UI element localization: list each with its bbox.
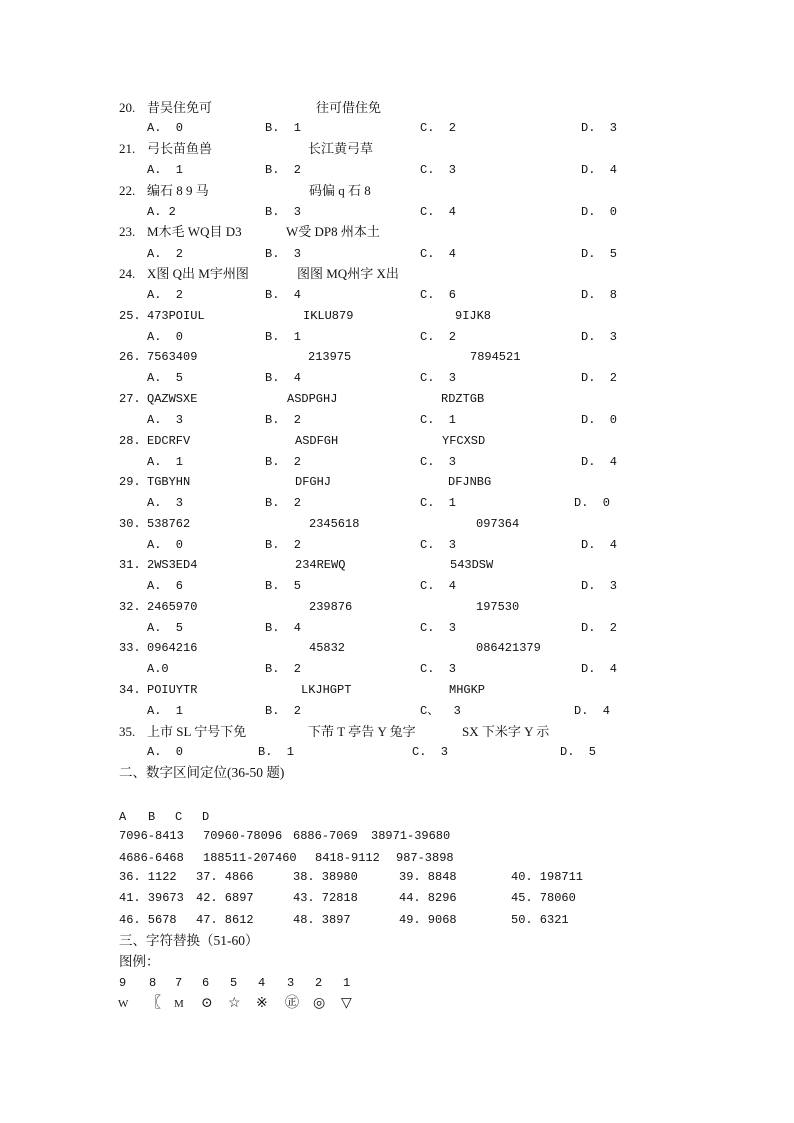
- question-number: 30.: [119, 517, 141, 531]
- legend-symbol: ▽: [341, 996, 352, 1011]
- question-21: [0, 140, 794, 158]
- option-d: D. 4: [581, 662, 618, 676]
- option-a: A. 5: [147, 621, 184, 635]
- item-3: 543DSW: [450, 558, 494, 572]
- number-item: 44. 8296: [399, 891, 457, 905]
- item-2: 213975: [308, 350, 352, 364]
- number-item: 42. 6897: [196, 891, 254, 905]
- number-item: 37. 4866: [196, 870, 254, 884]
- number-row-2: [0, 889, 794, 907]
- option-c: C. 3: [420, 455, 457, 469]
- option-d: D. 3: [581, 330, 618, 344]
- option-a: A. 1: [147, 455, 184, 469]
- option-a: A. 3: [147, 496, 184, 510]
- item-1: 2WS3ED4: [147, 558, 198, 572]
- option-d: D. 0: [574, 496, 611, 510]
- option-b: B. 4: [265, 621, 302, 635]
- number-item: 36. 1122: [119, 870, 177, 884]
- option-c: C. 4: [420, 247, 457, 261]
- option-a: A. 1: [147, 163, 184, 177]
- section-3-title: 三、字符替换（51-60）: [119, 933, 259, 948]
- question-27: [0, 390, 794, 408]
- question-31: [0, 556, 794, 574]
- legend-digit: 5: [230, 976, 238, 990]
- option-c: C、 3: [420, 704, 461, 718]
- range-a: 7096-8413: [119, 829, 184, 843]
- options-25: [0, 328, 794, 346]
- header-c: C: [175, 810, 183, 824]
- item-2: 图图 MQ州字 X出: [297, 266, 399, 281]
- question-number: 31.: [119, 558, 141, 572]
- question-number: 32.: [119, 600, 141, 614]
- option-b: B. 4: [265, 288, 302, 302]
- number-item: 45. 78060: [511, 891, 576, 905]
- option-b: B. 2: [265, 704, 302, 718]
- item-1: 473POIUL: [147, 309, 205, 323]
- question-30: [0, 515, 794, 533]
- item-1: 2465970: [147, 600, 198, 614]
- option-b: B. 1: [265, 121, 302, 135]
- item-1: 昔吴住免可: [147, 100, 213, 115]
- option-a: A.0: [147, 662, 169, 676]
- item-3: 097364: [476, 517, 520, 531]
- option-a: A. 2: [147, 288, 184, 302]
- option-d: D. 3: [581, 121, 618, 135]
- range-c: 8418-9112: [315, 851, 380, 865]
- item-2: DFGHJ: [295, 475, 332, 489]
- item-2: LKJHGPT: [301, 683, 352, 697]
- option-d: D. 2: [581, 371, 618, 385]
- item-3: DFJNBG: [448, 475, 492, 489]
- option-c: C. 1: [420, 413, 457, 427]
- option-c: C. 4: [420, 205, 457, 219]
- item-3: 7894521: [470, 350, 521, 364]
- options-32: [0, 619, 794, 637]
- header-d: D: [202, 810, 210, 824]
- option-d: D. 5: [581, 247, 618, 261]
- legend-symbol: 〖: [147, 996, 161, 1011]
- options-30: [0, 536, 794, 554]
- option-d: D. 4: [581, 455, 618, 469]
- range-d: 987-3898: [396, 851, 454, 865]
- item-1: QAZWSXE: [147, 392, 198, 406]
- option-a: A. 0: [147, 538, 184, 552]
- legend-symbol: ⊙: [201, 996, 213, 1011]
- range-c: 6886-7069: [293, 829, 358, 843]
- legend-symbol: ◎: [313, 996, 326, 1011]
- number-row-3: [0, 911, 794, 929]
- question-number: 25.: [119, 309, 141, 323]
- option-d: D. 5: [560, 745, 597, 759]
- item-2: ASDFGH: [295, 434, 339, 448]
- legend-symbol: W: [118, 998, 129, 1010]
- options-26: [0, 369, 794, 387]
- options-21: [0, 161, 794, 179]
- option-d: D. 4: [581, 538, 618, 552]
- item-3: RDZTGB: [441, 392, 485, 406]
- question-33: [0, 639, 794, 657]
- option-d: D. 8: [581, 288, 618, 302]
- option-d: D. 0: [581, 413, 618, 427]
- item-2: IKLU879: [303, 309, 354, 323]
- options-22: [0, 203, 794, 221]
- item-2: ASDPGHJ: [287, 392, 338, 406]
- item-3: MHGKP: [449, 683, 486, 697]
- item-1: 538762: [147, 517, 191, 531]
- question-20: [0, 99, 794, 117]
- item-1: 上市 SL 宁号下免: [147, 724, 247, 739]
- option-b: B. 1: [258, 745, 295, 759]
- item-2: 往可借住免: [316, 100, 382, 115]
- number-row-1: [0, 868, 794, 886]
- range-row-2: [0, 849, 794, 867]
- legend-symbol: ☆: [228, 996, 241, 1011]
- number-item: 38. 38980: [293, 870, 358, 884]
- question-23: [0, 223, 794, 241]
- option-c: C. 3: [420, 538, 457, 552]
- range-b: 188511-207460: [203, 851, 297, 865]
- legend-symbols: [0, 995, 794, 1013]
- options-20: [0, 119, 794, 137]
- question-number: 33.: [119, 641, 141, 655]
- question-25: [0, 307, 794, 325]
- legend-digit: 8: [149, 976, 157, 990]
- option-b: B. 2: [265, 413, 302, 427]
- option-c: C. 3: [412, 745, 449, 759]
- question-number: 22.: [119, 183, 136, 198]
- question-24: [0, 265, 794, 283]
- item-3: 9IJK8: [455, 309, 492, 323]
- option-d: D. 4: [581, 163, 618, 177]
- options-24: [0, 286, 794, 304]
- options-23: [0, 245, 794, 263]
- option-a: A. 2: [147, 205, 176, 219]
- option-a: A. 1: [147, 704, 184, 718]
- option-b: B. 2: [265, 496, 302, 510]
- legend-digit: 7: [175, 976, 183, 990]
- option-c: C. 3: [420, 163, 457, 177]
- number-item: 40. 198711: [511, 870, 584, 884]
- question-number: 35.: [119, 724, 136, 739]
- header-a: A: [119, 810, 127, 824]
- option-b: B. 2: [265, 538, 302, 552]
- range-a: 4686-6468: [119, 851, 184, 865]
- number-item: 46. 5678: [119, 913, 177, 927]
- question-number: 20.: [119, 100, 136, 115]
- number-item: 48. 3897: [293, 913, 351, 927]
- option-b: B. 1: [265, 330, 302, 344]
- item-2: 239876: [309, 600, 353, 614]
- item-1: M木毛 WQ目 D3: [147, 224, 242, 239]
- option-b: B. 5: [265, 579, 302, 593]
- item-1: X图 Q出 M宇州图: [147, 266, 249, 281]
- options-31: [0, 577, 794, 595]
- option-a: A. 0: [147, 121, 184, 135]
- section-3-heading: [0, 932, 794, 950]
- question-number: 21.: [119, 141, 136, 156]
- question-29: [0, 473, 794, 491]
- item-2: 234REWQ: [295, 558, 346, 572]
- item-2: 码偏 q 石 8: [309, 183, 371, 198]
- options-33: [0, 660, 794, 678]
- item-2: 长江黄弓草: [308, 141, 374, 156]
- option-b: B. 2: [265, 455, 302, 469]
- item-1: TGBYHN: [147, 475, 191, 489]
- option-c: C. 3: [420, 621, 457, 635]
- item-3: SX 下米字 Y 示: [462, 724, 550, 739]
- item-1: POIUYTR: [147, 683, 198, 697]
- item-3: 197530: [476, 600, 520, 614]
- option-c: C. 3: [420, 662, 457, 676]
- option-c: C. 3: [420, 371, 457, 385]
- option-a: A. 0: [147, 745, 184, 759]
- number-item: 50. 6321: [511, 913, 569, 927]
- item-1: 0964216: [147, 641, 198, 655]
- question-number: 29.: [119, 475, 141, 489]
- option-c: C. 6: [420, 288, 457, 302]
- option-a: A. 0: [147, 330, 184, 344]
- option-b: B. 2: [265, 163, 302, 177]
- question-26: [0, 348, 794, 366]
- item-1: EDCRFV: [147, 434, 191, 448]
- option-c: C. 1: [420, 496, 457, 510]
- question-number: 24.: [119, 266, 136, 281]
- range-d: 38971-39680: [371, 829, 451, 843]
- item-2: 下芾 T 亭告 Y 兔字: [308, 724, 416, 739]
- legend-digits: [0, 974, 794, 992]
- item-1: 弓长苗鱼兽: [147, 141, 213, 156]
- options-29: [0, 494, 794, 512]
- option-c: C. 2: [420, 330, 457, 344]
- question-35: [0, 723, 794, 741]
- item-3: 086421379: [476, 641, 541, 655]
- question-22: [0, 182, 794, 200]
- header-b: B: [148, 810, 156, 824]
- legend-digit: 2: [315, 976, 323, 990]
- number-item: 49. 9068: [399, 913, 457, 927]
- section-2-title: 二、数字区间定位(36-50 题): [119, 765, 285, 780]
- question-number: 27.: [119, 392, 141, 406]
- legend-digit: 6: [202, 976, 210, 990]
- legend-digit: 9: [119, 976, 127, 990]
- range-row-1: [0, 827, 794, 845]
- options-35: [0, 743, 794, 761]
- option-d: D. 4: [574, 704, 611, 718]
- option-d: D. 2: [581, 621, 618, 635]
- question-number: 28.: [119, 434, 141, 448]
- number-item: 39. 8848: [399, 870, 457, 884]
- legend-symbol: ※: [256, 996, 268, 1011]
- range-b: 70960-78096: [203, 829, 283, 843]
- option-b: B. 3: [265, 247, 302, 261]
- question-32: [0, 598, 794, 616]
- option-c: C. 4: [420, 579, 457, 593]
- option-b: B. 2: [265, 662, 302, 676]
- option-a: A. 2: [147, 247, 184, 261]
- option-d: D. 0: [581, 205, 618, 219]
- option-b: B. 4: [265, 371, 302, 385]
- number-item: 41. 39673: [119, 891, 184, 905]
- item-1: 编石 8 9 马: [147, 183, 209, 198]
- number-item: 47. 8612: [196, 913, 254, 927]
- options-28: [0, 453, 794, 471]
- option-b: B. 3: [265, 205, 302, 219]
- options-34: [0, 702, 794, 720]
- item-1: 7563409: [147, 350, 198, 364]
- options-27: [0, 411, 794, 429]
- number-item: 43. 72818: [293, 891, 358, 905]
- range-headers: [0, 808, 794, 826]
- question-34: [0, 681, 794, 699]
- question-28: [0, 432, 794, 450]
- question-number: 34.: [119, 683, 141, 697]
- item-2: W受 DP8 州本土: [286, 224, 380, 239]
- legend-digit: 1: [343, 976, 351, 990]
- option-a: A. 6: [147, 579, 184, 593]
- option-d: D. 3: [581, 579, 618, 593]
- option-a: A. 5: [147, 371, 184, 385]
- item-3: YFCXSD: [442, 434, 486, 448]
- legend-symbol: M: [174, 998, 184, 1010]
- legend-heading: [0, 953, 794, 971]
- item-2: 2345618: [309, 517, 360, 531]
- question-number: 26.: [119, 350, 141, 364]
- legend-digit: 3: [287, 976, 295, 990]
- legend-label: 图例：: [119, 954, 160, 969]
- option-c: C. 2: [420, 121, 457, 135]
- legend-digit: 4: [258, 976, 266, 990]
- item-2: 45832: [309, 641, 346, 655]
- legend-symbol: ㊣: [285, 996, 299, 1011]
- question-number: 23.: [119, 224, 136, 239]
- section-2-heading: [0, 764, 794, 782]
- option-a: A. 3: [147, 413, 184, 427]
